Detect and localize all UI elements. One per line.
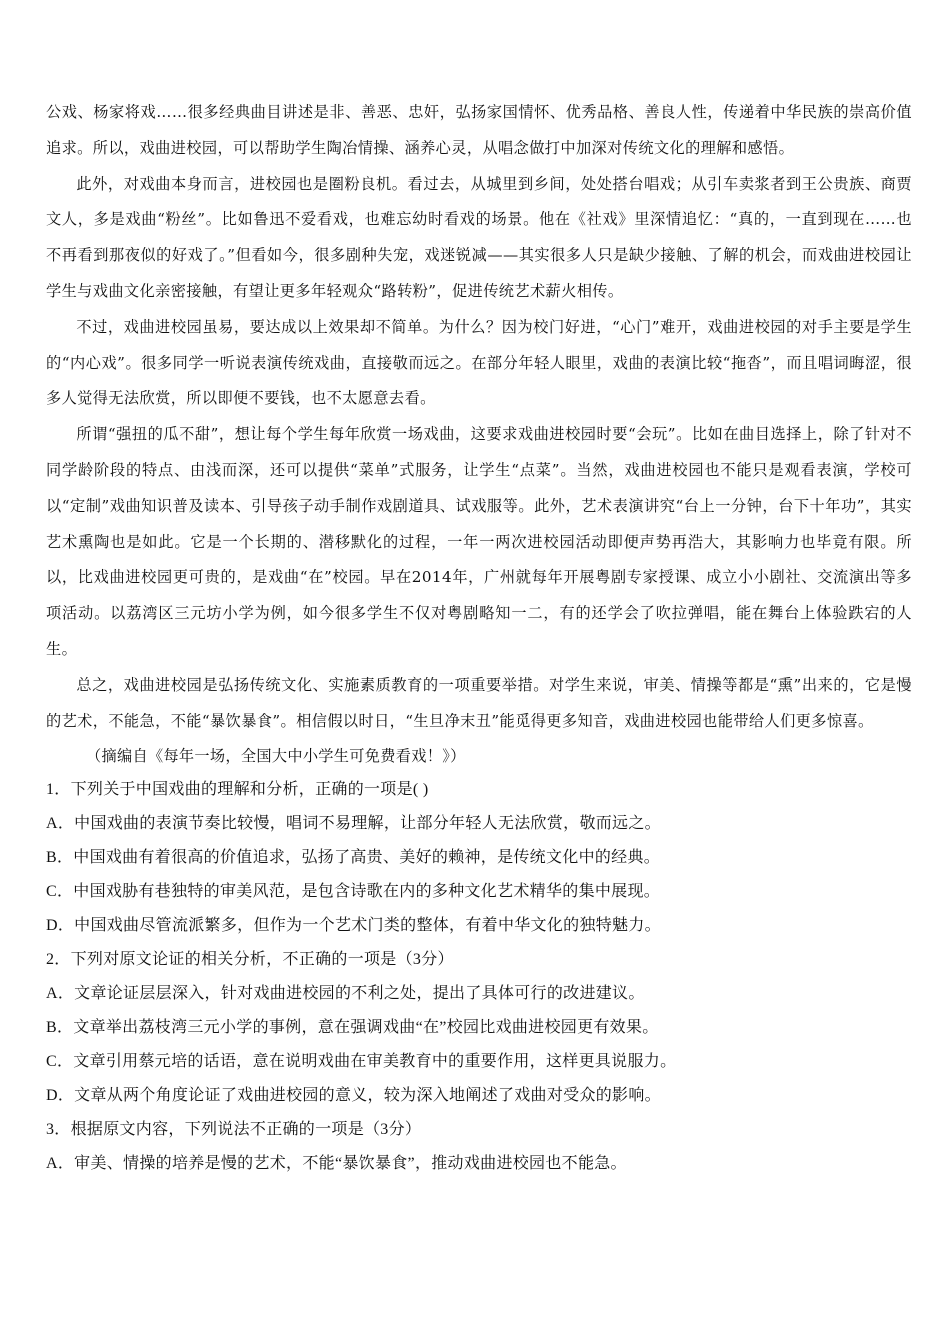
article-paragraph-4: 所谓“强扭的瓜不甜”，想让每个学生每年欣赏一场戏曲，这要求戏曲进校园时要“会玩”。比如在曲目选择上，除了针对不同学龄阶段的特点、由浅而深，还可以提供“菜单”式服务，让学生“点菜”。当然，戏曲进校园也不能只是观看表演，学校可以“定制”戏曲知识普及读本、引导孩子动手制作戏剧道具、试戏服等。此外，艺术表演讲究“台上一分钟，台下十年功”，其实艺术熏陶也是如此。它是一个长期的、潜移默化的过程，一年一两次进校园活动即便声势再浩大，其影响力也毕竟有限。所以，比戏曲进校园更可贵的，是戏曲“在”校园。早在2014年，广州就每年开展粤剧专家授课、成立小小剧社、交流演出等多项活动。以荔湾区三元坊小学为例，如今很多学生不仅对粤剧略知一二，有的还学会了吹拉弹唱，能在舞台上体验跌宕的人生。 <box>46 425 912 658</box>
article-paragraph-1: 公戏、杨家将戏……很多经典曲目讲述是非、善恶、忠奸，弘扬家国情怀、优秀品格、善良人性，传递着中华民族的崇高价值追求。所以，戏曲进校园，可以帮助学生陶冶情操、涵养心灵，从唱念做打中加深对传统文化的理解和感悟。 <box>46 103 912 157</box>
option-a: A．审美、情操的培养是慢的艺术，不能“暴饮暴食”，推动戏曲进校园也不能急。 <box>46 1155 627 1173</box>
option-d: D．中国戏曲尽管流派繁多，但作为一个艺术门类的整体，有着中华文化的独特魅力。 <box>46 917 661 935</box>
question-stem: 2．下列对原文论证的相关分析，不正确的一项是（3分） <box>46 951 454 969</box>
question-stem: 3．根据原文内容，下列说法不正确的一项是（3分） <box>46 1121 422 1139</box>
question-stem: 1．下列关于中国戏曲的理解和分析，正确的一项是( ) <box>46 781 429 799</box>
article-paragraph-2: 此外，对戏曲本身而言，进校园也是圈粉良机。看过去，从城里到乡间，处处搭台唱戏；从引车卖浆者到王公贵族、商贾文人，多是戏曲“粉丝”。比如鲁迅不爱看戏，也难忘幼时看戏的场景。他在《社戏》里深情追忆：“真的，一直到现在……也不再看到那夜似的好戏了。”但看如今，很多剧种失宠，戏迷锐减——其实很多人只是缺少接触、了解的机会，而戏曲进校园让学生与戏曲文化亲密接触，有望让更多年轻观众“路转粉”，促进传统艺术薪火相传。 <box>46 174 912 300</box>
option-c: C．中国戏胁有巷独特的审美风范，是包含诗歌在内的多种文化艺术精华的集中展现。 <box>46 883 661 901</box>
article-source: （摘编自《每年一场，全国大中小学生可免费看戏！》） <box>86 747 466 766</box>
option-a: A．文章论证层层深入，针对戏曲进校园的不利之处，提出了具体可行的改进建议。 <box>46 985 645 1003</box>
option-c: C．文章引用蔡元培的话语，意在说明戏曲在审美教育中的重要作用，这样更具说服力。 <box>46 1053 677 1071</box>
question-2 <box>46 943 912 1113</box>
document-page <box>46 95 912 1181</box>
question-1 <box>46 773 912 943</box>
article-paragraph-5: 总之，戏曲进校园是弘扬传统文化、实施素质教育的一项重要举措。对学生来说，审美、情操等都是“熏”出来的，它是慢的艺术，不能急，不能“暴饮暴食”。相信假以时日，“生旦净末丑”能觅得更多知音，戏曲进校园也能带给人们更多惊喜。 <box>46 675 912 730</box>
option-d: D．文章从两个角度论证了戏曲进校园的意义，较为深入地阐述了戏曲对受众的影响。 <box>46 1087 661 1105</box>
article-paragraph-3: 不过，戏曲进校园虽易，要达成以上效果却不简单。为什么？因为校门好进，“心门”难开，戏曲进校园的对手主要是学生的“内心戏”。很多同学一听说表演传统戏曲，直接敬而远之。在部分年轻人眼里，戏曲的表演比较“拖沓”，而且唱词晦涩，很多人觉得无法欣赏，所以即便不要钱，也不太愿意去看。 <box>46 317 912 408</box>
option-b: B．中国戏曲有着很高的价值追求，弘扬了高贵、美好的赖神，是传统文化中的经典。 <box>46 849 661 867</box>
option-b: B．文章举出荔枝湾三元小学的事例，意在强调戏曲“在”校园比戏曲进校园更有效果。 <box>46 1019 659 1037</box>
option-a: A．中国戏曲的表演节奏比较慢，唱词不易理解，让部分年轻人无法欣赏，敬而远之。 <box>46 815 661 833</box>
question-3 <box>46 1113 912 1181</box>
